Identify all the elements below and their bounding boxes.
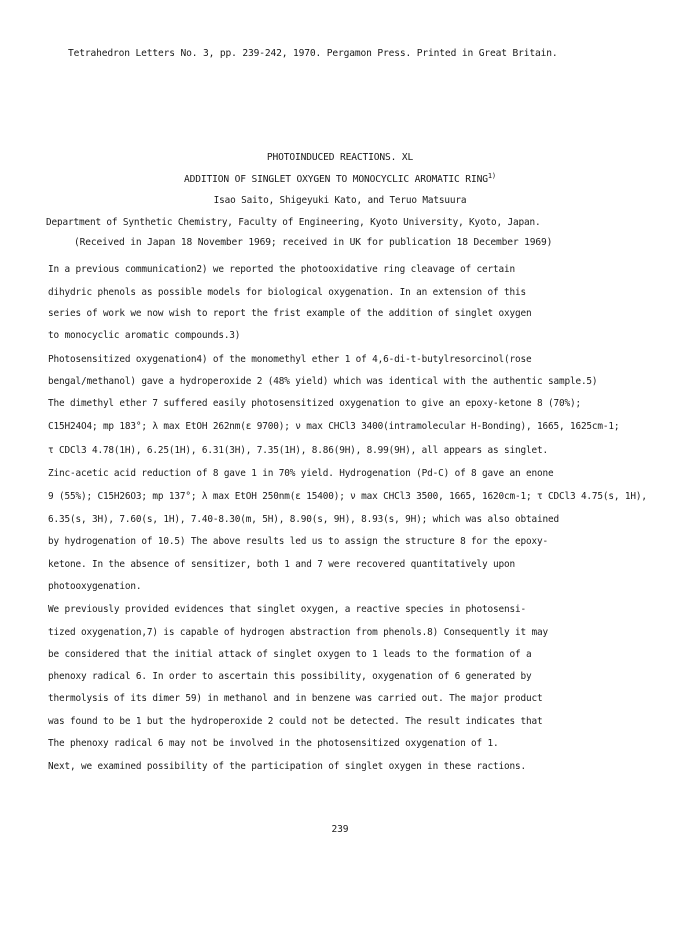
body-line: In a previous communication2) we reported the photooxidative ring cleavage of certain (48, 264, 516, 275)
paper-title: PHOTOINDUCED REACTIONS. XL (266, 152, 414, 163)
body-line: phenoxy radical 6. In order to ascertain this possibility, oxygenation of 6 generated by (48, 671, 532, 682)
body-line: be considered that the initial attack of singlet oxygen to 1 leads to the formation of a (48, 649, 532, 660)
body-line: We previously provided evidences that singlet oxygen, a reactive species in photosensi- (48, 604, 526, 615)
paper-subtitle (0, 172, 680, 185)
body-line: tized oxygenation,7) is capable of hydrogen abstraction from phenols.8) Consequently it may (48, 627, 548, 638)
page-number: 239 (331, 824, 349, 835)
subtitle-text: ADDITION OF SINGLET OXYGEN TO MONOCYCLIC AROMATIC RING (184, 174, 488, 186)
body-line: thermolysis of its dimer 59) in methanol and in benzene was carried out. The major product (48, 693, 543, 704)
body-line: τ CDCl3 4.78(1H), 6.25(1H), 6.31(3H), 7.35(1H), 8.86(9H), 8.99(9H), all appears as singlet. (48, 445, 548, 456)
body-line: dihydric phenols as possible models for biological oxygenation. In an extension of this (48, 287, 526, 298)
body-line: C15H24O4; mp 183°; λ max EtOH 262nm(ε 9700); ν max CHCl3 3400(intramolecular H-Bonding), 1665, 1625cm-1; (48, 421, 620, 432)
subtitle-reference: 1) (487, 172, 496, 180)
body-line: The phenoxy radical 6 may not be involved in the photosensitized oxygenation of 1. (48, 738, 499, 749)
author-list: Isao Saito, Shigeyuki Kato, and Teruo Matsuura (213, 195, 467, 206)
body-line: Photosensitized oxygenation4) of the monomethyl ether 1 of 4,6-di-t-butylresorcinol(rose (48, 354, 532, 365)
body-line: 6.35(s, 3H), 7.60(s, 1H), 7.40-8.30(m, 5H), 8.90(s, 9H), 8.93(s, 9H); which was also obtained (48, 514, 559, 525)
body-line: by hydrogenation of 10.5) The above results led us to assign the structure 8 for the epoxy- (48, 536, 548, 547)
body-line: Next, we examined possibility of the participation of singlet oxygen in these ractions. (48, 761, 526, 772)
body-line: The dimethyl ether 7 suffered easily photosensitized oxygenation to give an epoxy-ketone 8 (70%); (48, 398, 581, 409)
body-line: ketone. In the absence of sensitizer, both 1 and 7 were recovered quantitatively upon (48, 559, 516, 570)
affiliation: Department of Synthetic Chemistry, Faculty of Engineering, Kyoto University, Kyoto, Japan. (46, 217, 541, 228)
body-line: Zinc-acetic acid reduction of 8 gave 1 in 70% yield. Hydrogenation (Pd-C) of 8 gave an enone (48, 468, 554, 479)
received-dates: (Received in Japan 18 November 1969; received in UK for publication 18 December 1969) (74, 237, 553, 248)
body-line: 9 (55%); C15H26O3; mp 137°; λ max EtOH 250nm(ε 15400); ν max CHCl3 3500, 1665, 1620cm-1; τ CDCl3 4.75(s, 1H), (48, 491, 647, 502)
body-line: was found to be 1 but the hydroperoxide 2 could not be detected. The result indicates that (48, 716, 543, 727)
body-line: photooxygenation. (48, 581, 142, 592)
body-line: to monocyclic aromatic compounds.3) (48, 330, 241, 341)
journal-header: Tetrahedron Letters No. 3, pp. 239-242, 1970. Pergamon Press. Printed in Great Britain. (68, 48, 558, 59)
body-line: bengal/methanol) gave a hydroperoxide 2 (48% yield) which was identical with the authentic sample.5) (48, 376, 598, 387)
body-line: series of work we now wish to report the frist example of the addition of singlet oxygen (48, 308, 532, 319)
